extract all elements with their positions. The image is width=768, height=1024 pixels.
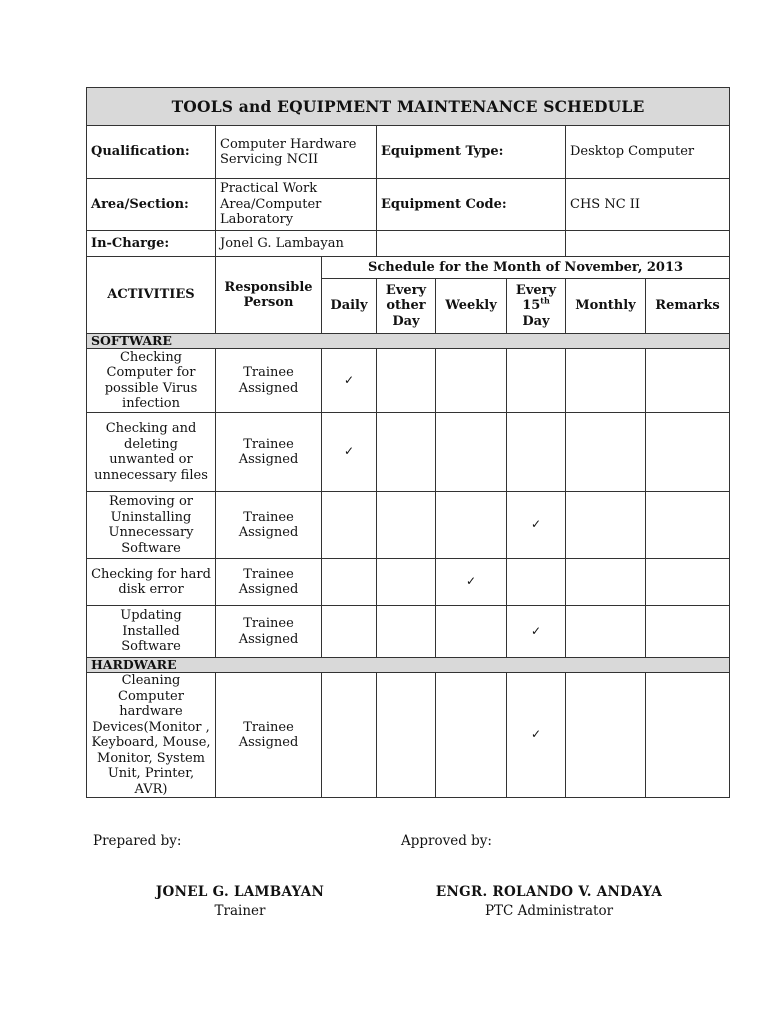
schedule-cell-every-15th xyxy=(507,606,566,658)
qualification-value: Computer Hardware Servicing NCII xyxy=(216,126,377,179)
activity-cell: Checking Computer for possible Virus infection xyxy=(87,349,216,413)
monthly-header: Monthly xyxy=(566,279,646,334)
preparer-title: Trainer xyxy=(214,903,266,919)
schedule-cell-monthly xyxy=(566,349,646,413)
check-mark-icon: ✓ xyxy=(530,517,542,532)
equipment-type-label: Equipment Type: xyxy=(377,126,566,179)
approver-name: ENGR. ROLANDO V. ANDAYA xyxy=(435,884,663,900)
schedule-cell-remarks xyxy=(646,413,730,492)
schedule-cell-every-other-day xyxy=(377,349,436,413)
schedule-cell-weekly xyxy=(436,413,507,492)
check-mark-icon: ✓ xyxy=(343,372,355,387)
schedule-cell-daily xyxy=(322,673,377,798)
document-title: TOOLS and EQUIPMENT MAINTENANCE SCHEDULE xyxy=(87,88,730,126)
every-15-sup: th xyxy=(540,295,550,306)
preparer-name: JONEL G. LAMBAYAN xyxy=(155,884,325,900)
empty-cell xyxy=(566,231,730,257)
schedule-cell-remarks xyxy=(646,559,730,606)
schedule-cell-every-15th xyxy=(507,349,566,413)
maintenance-schedule-sheet xyxy=(86,87,729,798)
every-15-suffix: Day xyxy=(522,313,550,329)
schedule-cell-monthly xyxy=(566,413,646,492)
schedule-cell-every-other-day xyxy=(377,413,436,492)
table-row xyxy=(87,492,730,559)
empty-cell xyxy=(377,231,566,257)
schedule-cell-daily xyxy=(322,349,377,413)
schedule-cell-every-15th xyxy=(507,492,566,559)
activity-cell: Checking and deleting unwanted or unnecessary files xyxy=(87,413,216,492)
every-15th-day-header xyxy=(507,279,566,334)
schedule-cell-monthly xyxy=(566,559,646,606)
schedule-cell-daily xyxy=(322,606,377,658)
schedule-cell-weekly xyxy=(436,349,507,413)
schedule-cell-weekly xyxy=(436,492,507,559)
schedule-cell-every-15th xyxy=(507,559,566,606)
table-row xyxy=(87,673,730,798)
activities-header: ACTIVITIES xyxy=(87,257,216,334)
responsible-cell: Trainee Assigned xyxy=(216,492,322,559)
activity-cell: Removing or Uninstalling Unnecessary Software xyxy=(87,492,216,559)
area-section-label: Area/Section: xyxy=(87,179,216,231)
schedule-cell-every-other-day xyxy=(377,492,436,559)
section-header-software: SOFTWARE xyxy=(87,334,730,349)
table-row xyxy=(87,413,730,492)
responsible-cell: Trainee Assigned xyxy=(216,673,322,798)
schedule-cell-monthly xyxy=(566,673,646,798)
responsible-cell: Trainee Assigned xyxy=(216,349,322,413)
schedule-cell-daily xyxy=(322,559,377,606)
schedule-cell-daily xyxy=(322,413,377,492)
schedule-cell-monthly xyxy=(566,606,646,658)
table-row xyxy=(87,349,730,413)
schedule-cell-remarks xyxy=(646,492,730,559)
activity-cell: Checking for hard disk error xyxy=(87,559,216,606)
schedule-cell-every-15th xyxy=(507,413,566,492)
schedule-cell-remarks xyxy=(646,673,730,798)
in-charge-label: In-Charge: xyxy=(87,231,216,257)
schedule-cell-remarks xyxy=(646,349,730,413)
schedule-cell-every-other-day xyxy=(377,673,436,798)
responsible-cell: Trainee Assigned xyxy=(216,559,322,606)
prepared-by-label: Prepared by: xyxy=(93,833,182,849)
daily-header: Daily xyxy=(322,279,377,334)
schedule-month-header: Schedule for the Month of November, 2013 xyxy=(322,257,730,279)
table-row xyxy=(87,559,730,606)
responsible-cell: Trainee Assigned xyxy=(216,413,322,492)
maintenance-schedule-table xyxy=(86,87,730,798)
schedule-cell-every-other-day xyxy=(377,559,436,606)
activity-cell: Cleaning Computer hardware Devices(Monitor , Keyboard, Mouse, Monitor, System Unit, Printer, AVR) xyxy=(87,673,216,798)
weekly-header: Weekly xyxy=(436,279,507,334)
table-row xyxy=(87,606,730,658)
every-other-day-header: Every other Day xyxy=(377,279,436,334)
section-header-hardware: HARDWARE xyxy=(87,658,730,673)
in-charge-value: Jonel G. Lambayan xyxy=(216,231,377,257)
schedule-cell-every-15th xyxy=(507,673,566,798)
schedule-cell-weekly xyxy=(436,606,507,658)
check-mark-icon: ✓ xyxy=(343,444,355,459)
responsible-person-header: Responsible Person xyxy=(216,257,322,334)
qualification-label: Qualification: xyxy=(87,126,216,179)
equipment-type-value: Desktop Computer xyxy=(566,126,730,179)
schedule-cell-weekly xyxy=(436,673,507,798)
check-mark-icon: ✓ xyxy=(530,623,542,638)
responsible-cell: Trainee Assigned xyxy=(216,606,322,658)
approved-by-label: Approved by: xyxy=(401,833,492,849)
remarks-header: Remarks xyxy=(646,279,730,334)
schedule-cell-every-other-day xyxy=(377,606,436,658)
schedule-cell-monthly xyxy=(566,492,646,559)
activity-cell: Updating Installed Software xyxy=(87,606,216,658)
schedule-cell-weekly xyxy=(436,559,507,606)
area-section-value: Practical Work Area/Computer Laboratory xyxy=(216,179,377,231)
schedule-cell-daily xyxy=(322,492,377,559)
check-mark-icon: ✓ xyxy=(465,574,477,589)
check-mark-icon: ✓ xyxy=(530,727,542,742)
schedule-cell-remarks xyxy=(646,606,730,658)
every-15-prefix: Every 15 xyxy=(515,282,557,314)
equipment-code-label: Equipment Code: xyxy=(377,179,566,231)
approver-title: PTC Administrator xyxy=(484,903,614,919)
equipment-code-value: CHS NC II xyxy=(566,179,730,231)
